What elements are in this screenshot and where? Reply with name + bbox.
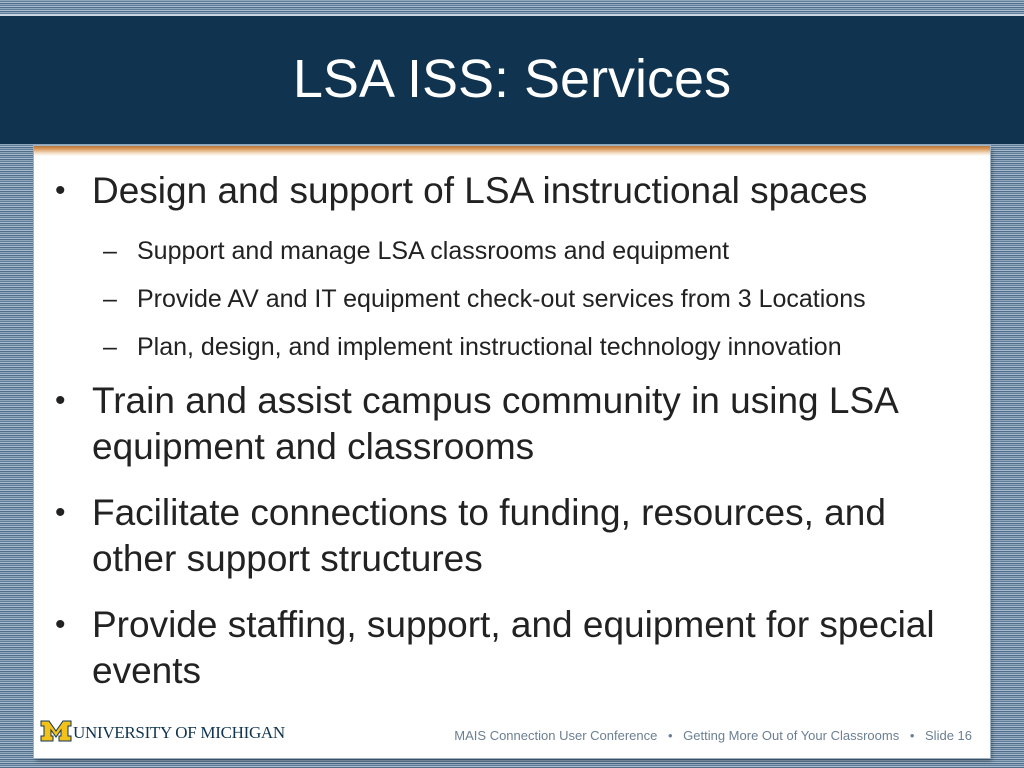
bullet-dot-icon: • bbox=[55, 384, 66, 417]
sub-bullet-item bbox=[34, 330, 990, 364]
sub-bullet-dash-icon: – bbox=[103, 237, 117, 265]
bullet-dot-icon: • bbox=[55, 174, 66, 207]
accent-divider bbox=[34, 146, 990, 156]
footer-separator: • bbox=[667, 728, 673, 743]
sub-bullet-item bbox=[34, 282, 990, 316]
sub-bullet-item bbox=[34, 234, 990, 268]
bullet-dot-icon: • bbox=[55, 496, 66, 529]
bullet-item bbox=[34, 490, 990, 582]
bullet-text: Provide staffing, support, and equipment for special events bbox=[92, 604, 935, 691]
bullet-text: Train and assist campus community in using LSA equipment and classrooms bbox=[92, 380, 897, 467]
bullet-item bbox=[34, 168, 990, 214]
bullet-item bbox=[34, 602, 990, 694]
bullet-list bbox=[34, 168, 990, 714]
footer-separator: • bbox=[909, 728, 915, 743]
content-panel bbox=[34, 146, 990, 758]
footer-caption bbox=[454, 728, 972, 743]
slide-title: LSA ISS: Services bbox=[292, 49, 732, 109]
sub-bullet-text: Plan, design, and implement instructional technology innovation bbox=[137, 333, 842, 361]
bullet-item bbox=[34, 378, 990, 470]
bullet-dot-icon: • bbox=[55, 608, 66, 641]
sub-bullet-text: Support and manage LSA classrooms and equipment bbox=[137, 237, 730, 265]
footer-conference: MAIS Connection User Conference bbox=[454, 728, 658, 743]
bullet-text: Facilitate connections to funding, resources, and other support structures bbox=[92, 492, 886, 579]
university-name: UNIVERSITY OF MICHIGAN bbox=[73, 722, 285, 742]
university-logo bbox=[40, 718, 285, 744]
sub-bullet-dash-icon: – bbox=[103, 333, 117, 361]
block-m-icon bbox=[40, 720, 72, 742]
footer-session: Getting More Out of Your Classrooms bbox=[683, 728, 900, 743]
sub-bullet-dash-icon: – bbox=[103, 285, 117, 313]
footer-slide-number: Slide 16 bbox=[925, 728, 972, 743]
bullet-group bbox=[34, 168, 990, 364]
bullet-text: Design and support of LSA instructional spaces bbox=[92, 170, 868, 211]
sub-bullet-text: Provide AV and IT equipment check-out services from 3 Locations bbox=[137, 285, 866, 313]
title-bar bbox=[0, 14, 1024, 144]
